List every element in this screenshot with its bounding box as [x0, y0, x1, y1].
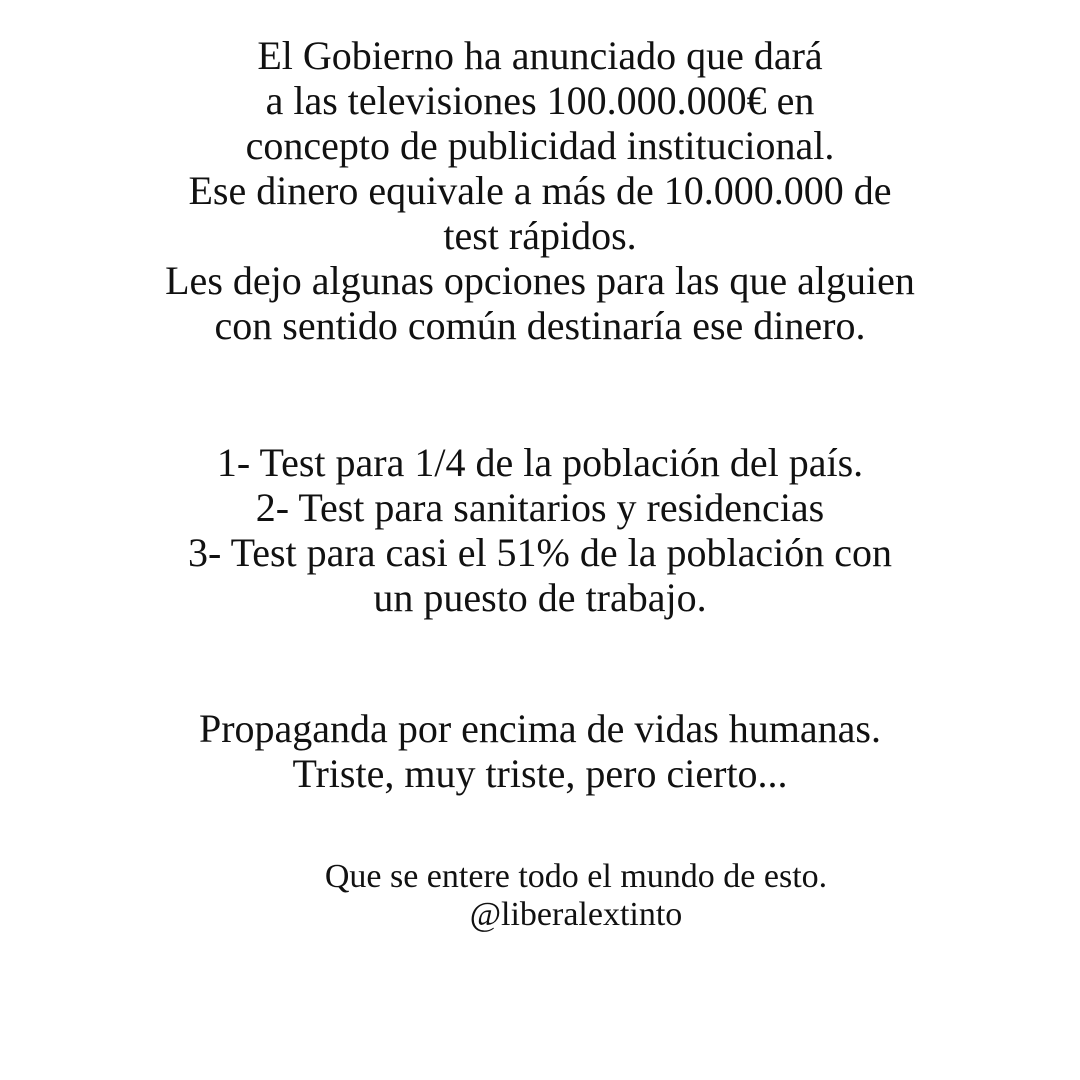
options-list	[0, 440, 1080, 620]
footer	[36, 858, 1080, 934]
intro-line: Ese dinero equivale a más de 10.000.000 de	[188, 168, 892, 213]
option-item: un puesto de trabajo.	[373, 575, 707, 620]
intro-line: a las televisiones 100.000.000€ en	[265, 78, 815, 123]
intro-paragraph	[0, 33, 1080, 348]
option-item: 1- Test para 1/4 de la población del país.	[216, 440, 864, 485]
intro-line: test rápidos.	[443, 213, 637, 258]
intro-line: con sentido común destinaría ese dinero.	[214, 303, 866, 348]
closing-line: Propaganda por encima de vidas humanas.	[198, 706, 881, 751]
option-item: 2- Test para sanitarios y residencias	[255, 485, 825, 530]
author-handle: @liberalextinto	[469, 896, 683, 933]
call-to-action: Que se entere todo el mundo de esto.	[324, 858, 828, 895]
option-item: 3- Test para casi el 51% de la población con	[188, 530, 892, 575]
closing-statement	[0, 706, 1080, 796]
closing-line: Triste, muy triste, pero cierto...	[292, 751, 788, 796]
intro-line: El Gobierno ha anunciado que dará	[257, 33, 823, 78]
intro-line: Les dejo algunas opciones para las que alguien	[165, 258, 915, 303]
intro-line: concepto de publicidad institucional.	[245, 123, 835, 168]
